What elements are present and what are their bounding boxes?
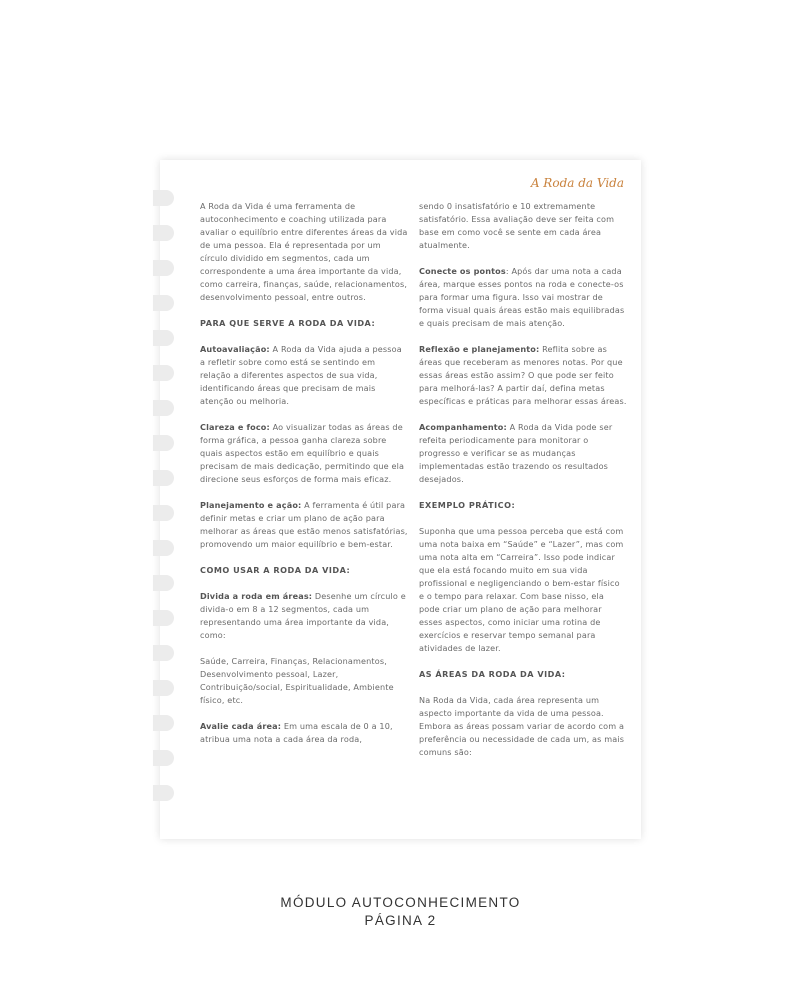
binder-ring — [153, 540, 174, 556]
paragraph-text: Ao visualizar todas as áreas de forma gráfica, a pessoa ganha clareza sobre quais aspectos estão em equilíbrio e quais precisam de mais dedicação, permitindo que ela direcione seus esforços de forma mais eficaz. — [200, 422, 405, 484]
paragraph-text: Desenhe um círculo e divida-o em 8 a 12 segmentos, cada um representando uma área importante da vida, como: — [200, 591, 406, 640]
paragraph-text: Reflita sobre as áreas que receberam as menores notas. Por que essas áreas estão assim? O que pode ser feito para melhorá-las? A partir daí, defina metas específicas e práticas para melhorar essas áreas. — [419, 344, 627, 406]
example-paragraph: Suponha que uma pessoa perceba que está com uma nota baixa em “Saúde” e “Lazer”, mas com uma nota alta em “Carreira”. Isso pode indicar que ela está focando muito em sua vida profissional e negligenciando o bem-estar físico e o tempo para relaxar. Com base nisso, ela pode criar um plano de ação para melhorar esses aspectos, como iniciar uma rotina de exercícios e reservar tempo semanal para atividades de lazer. — [419, 526, 624, 653]
paragraph-label: Avalie cada área: — [200, 721, 282, 731]
binder-ring — [153, 575, 174, 591]
binder-ring — [153, 610, 174, 626]
section-heading-example: EXEMPLO PRÁTICO: — [419, 500, 516, 510]
binder-ring — [153, 365, 174, 381]
paragraph-text: : Após dar uma nota a cada área, marque esses pontos na roda e conecte-os para formar uma figura. Isso vai mostrar de forma visual quais áreas estão mais equilibradas e quais precisam de mais atenção. — [419, 266, 625, 328]
section-heading-how-to-use: COMO USAR A RODA DA VIDA: — [200, 565, 351, 575]
paragraph-text: A Roda da Vida pode ser refeita periodicamente para monitorar o progresso e verificar se as mudanças implementadas estão trazendo os resultados desejados. — [419, 422, 613, 484]
paragraph-label: Acompanhamento: — [419, 422, 507, 432]
paragraph-avalie — [200, 720, 408, 746]
paragraph-autoavaliacao — [200, 343, 408, 408]
footer-page-number: PÁGINA 2 — [364, 913, 437, 928]
binder-ring — [153, 260, 174, 276]
binder-ring — [153, 190, 174, 206]
binder-ring — [153, 330, 174, 346]
paragraph-planejamento — [200, 499, 408, 551]
left-column — [200, 200, 408, 759]
page-title: A Roda da Vida — [530, 176, 624, 190]
paragraph-text: A Roda da Vida ajuda a pessoa a refletir sobre como está se sentindo em relação a diferentes aspectos de sua vida, identificando áreas que precisam de mais atenção ou melhoria. — [200, 344, 402, 406]
footer-module-title: MÓDULO AUTOCONHECIMENTO — [280, 895, 521, 910]
paragraph-label: Planejamento e ação: — [200, 500, 302, 510]
planner-page — [160, 160, 641, 839]
areas-list: Saúde, Carreira, Finanças, Relacionamentos, Desenvolvimento pessoal, Lazer, Contribuição/social, Espiritualidade, Ambiente físico, etc. — [200, 656, 394, 705]
binder-ring — [153, 470, 174, 486]
paragraph-text: A ferramenta é útil para definir metas e criar um plano de ação para melhorar as áreas que estão menos satisfatórias, promovendo um maior equilíbrio e bem-estar. — [200, 500, 408, 549]
binder-ring — [153, 645, 174, 661]
binder-ring — [153, 750, 174, 766]
paragraph-clareza — [200, 421, 408, 486]
paragraph-label: Reflexão e planejamento: — [419, 344, 540, 354]
right-column — [419, 200, 627, 772]
binder-ring — [153, 400, 174, 416]
binder-ring — [153, 680, 174, 696]
binder-ring — [153, 785, 174, 801]
paragraph-reflexao — [419, 343, 627, 408]
binder-ring — [153, 225, 174, 241]
paragraph-text: Em uma escala de 0 a 10, atribua uma nota a cada área da roda, — [200, 721, 393, 744]
binder-rings — [153, 190, 183, 810]
paragraph-label: Divida a roda em áreas: — [200, 591, 313, 601]
paragraph-label: Autoavaliação: — [200, 344, 270, 354]
paragraph-divida — [200, 590, 408, 642]
binder-ring — [153, 435, 174, 451]
section-heading-purpose: PARA QUE SERVE A RODA DA VIDA: — [200, 318, 376, 328]
paragraph-acompanhamento — [419, 421, 627, 486]
paragraph-label: Clareza e foco: — [200, 422, 270, 432]
continuation-paragraph: sendo 0 insatisfatório e 10 extremamente satisfatório. Essa avaliação deve ser feita com base em como você se sente em cada área atualmente. — [419, 201, 615, 250]
binder-ring — [153, 295, 174, 311]
binder-ring — [153, 715, 174, 731]
paragraph-label: Conecte os pontos — [419, 266, 506, 276]
section-heading-areas: AS ÁREAS DA RODA DA VIDA: — [419, 669, 566, 679]
intro-paragraph: A Roda da Vida é uma ferramenta de autoconhecimento e coaching utilizada para avaliar o equilíbrio entre diferentes áreas da vida de uma pessoa. Ela é representada por um círculo dividido em segmentos, cada um correspondente a uma área importante da vida, como carreira, finanças, saúde, relacionamentos, desenvolvimento pessoal, entre outros. — [200, 201, 408, 302]
paragraph-conecte — [419, 265, 627, 330]
binder-ring — [153, 505, 174, 521]
areas-paragraph: Na Roda da Vida, cada área representa um aspecto importante da vida de uma pessoa. Embora as áreas possam variar de acordo com a preferência ou necessidade de cada um, as mais comuns são: — [419, 695, 625, 757]
